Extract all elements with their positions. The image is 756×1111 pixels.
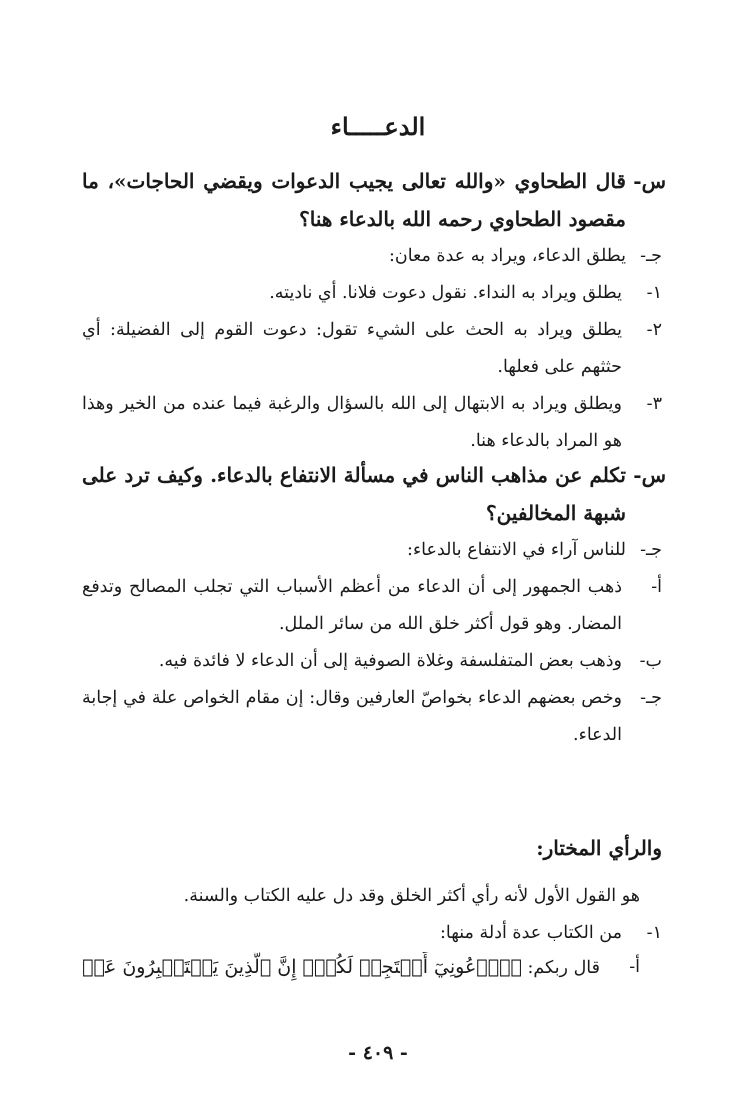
quote-lead: قال ربكم: bbox=[527, 958, 600, 978]
item-marker: ١- bbox=[646, 283, 662, 303]
answer-intro: للناس آراء في الانتفاع بالدعاء: bbox=[407, 540, 626, 560]
item-text: يطلق ويراد به النداء. نقول دعوت فلانا. أي ناديته. bbox=[269, 283, 622, 303]
item-marker: ٢- bbox=[646, 320, 662, 340]
item-text: يطلق ويراد به الحث على الشيء تقول: دعوت القوم إلى الفضيلة: أي حثثهم على فعلها. bbox=[82, 320, 622, 377]
list-item bbox=[82, 915, 662, 952]
chosen-opinion-heading bbox=[82, 836, 662, 860]
answer-marker: جـ- bbox=[640, 246, 662, 266]
list-item bbox=[82, 643, 662, 680]
answer-1 bbox=[82, 238, 662, 460]
item-marker: ب- bbox=[639, 651, 662, 671]
chosen-opinion bbox=[82, 878, 662, 983]
question-text: تكلم عن مذاهب الناس في مسألة الانتفاع بالدعاء. وكيف ترد على شبهة المخالفين؟ bbox=[82, 463, 626, 525]
question-2 bbox=[82, 456, 666, 532]
page-number: - ٤٠٩ - bbox=[348, 1042, 408, 1064]
item-text: وخص بعضهم الدعاء بخواصّ العارفين وقال: إن مقام الخواص علة في إجابة الدعاء. bbox=[82, 688, 622, 745]
item-marker: ١- bbox=[646, 923, 662, 943]
list-item bbox=[82, 275, 662, 312]
list-item bbox=[82, 952, 662, 983]
answer-intro: يطلق الدعاء، ويراد به عدة معان: bbox=[388, 246, 626, 266]
item-text: من الكتاب عدة أدلة منها: bbox=[439, 923, 622, 943]
item-text: وذهب بعض المتفلسفة وغلاة الصوفية إلى أن الدعاء لا فائدة فيه. bbox=[158, 651, 622, 671]
item-marker: جـ- bbox=[640, 688, 662, 708]
list-item bbox=[82, 386, 662, 460]
quran-verse: ﴿ٱدۡعُونِيٓ أَسۡتَجِبۡ لَكُمۡۚ إِنَّ ٱلَّذِينَ يَسۡتَكۡبِرُونَ عَنۡ bbox=[82, 956, 522, 978]
item-marker: ٣- bbox=[646, 394, 662, 414]
answer-marker: جـ- bbox=[640, 540, 662, 560]
item-text: ويطلق ويراد به الابتهال إلى الله بالسؤال والرغبة فيما عنده من الخير وهذا هو المراد بالدعاء هنا. bbox=[82, 394, 622, 451]
list-item bbox=[82, 569, 662, 643]
item-text: ذهب الجمهور إلى أن الدعاء من أعظم الأسباب التي تجلب المصالح وتدفع المضار. وهو قول أكثر خلق الله من سائر الملل. bbox=[82, 577, 622, 634]
question-1 bbox=[82, 162, 666, 238]
chosen-opinion-text: هو القول الأول لأنه رأي أكثر الخلق وقد دل عليه الكتاب والسنة. bbox=[183, 886, 640, 906]
item-marker: أ- bbox=[629, 957, 640, 977]
answer-2 bbox=[82, 532, 662, 754]
question-marker: س- bbox=[633, 463, 666, 487]
question-marker: س- bbox=[633, 169, 666, 193]
list-item bbox=[82, 680, 662, 754]
page-title: الدعـــــاء bbox=[330, 112, 426, 141]
list-item bbox=[82, 312, 662, 386]
item-marker: أ- bbox=[651, 577, 662, 597]
question-text: قال الطحاوي «والله تعالى يجيب الدعوات ويقضي الحاجات»، ما مقصود الطحاوي رحمه الله بالدعاء هنا؟ bbox=[82, 169, 626, 231]
section-heading: والرأي المختار: bbox=[536, 836, 662, 860]
